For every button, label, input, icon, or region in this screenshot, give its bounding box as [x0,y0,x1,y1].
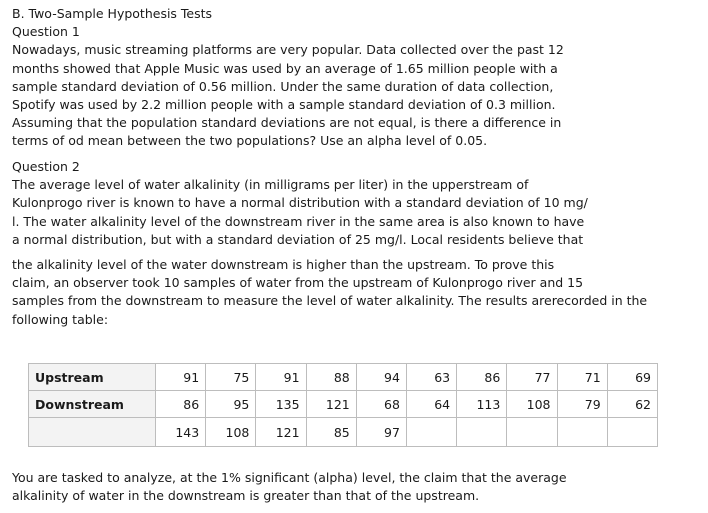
task-text-line: alkalinity of water in the downstream is greater than that of the upstream. [12,488,480,504]
table-cell: 69 [607,364,657,391]
table-cell [507,418,557,447]
question-2-heading: Question 2 [12,159,80,174]
question-2-text-line: l. The water alkalinity level of the downstream river in the same area is also known to have [12,213,585,229]
table-row-downstream [29,391,658,418]
task-instruction [12,469,652,505]
question-2-section [12,158,652,249]
alkalinity-table [28,363,658,447]
row-label: Upstream [29,364,156,391]
question-1-text-line: Assuming that the population standard deviations are not equal, is there a difference in [12,115,562,131]
table-cell: 68 [356,391,406,418]
table-cell: 121 [306,391,356,418]
table-cell: 91 [256,364,306,391]
table-cell: 94 [356,364,406,391]
question-2-text-line: following table: [12,311,109,327]
table-row-downstream-continued [29,418,658,447]
question-2-text-line: The average level of water alkalinity (in milligrams per liter) in the upperstream of [12,177,529,193]
table-cell: 108 [507,391,557,418]
table-cell: 77 [507,364,557,391]
question-1-text-line: sample standard deviation of 0.56 million. Under the same duration of data collection, [12,78,554,94]
table-cell: 75 [206,364,256,391]
table-cell [607,418,657,447]
table-cell: 86 [156,391,206,418]
table-cell: 62 [607,391,657,418]
table-cell: 63 [406,364,456,391]
task-text-line: You are tasked to analyze, at the 1% significant (alpha) level, the claim that the average [12,470,567,485]
question-2-text-line: the alkalinity level of the water downstream is higher than the upstream. To prove this [12,257,555,272]
row-label [29,418,156,447]
question-1-section [12,5,652,151]
table-cell: 113 [457,391,507,418]
table-cell: 97 [356,418,406,447]
table-cell: 85 [306,418,356,447]
table-cell: 95 [206,391,256,418]
question-1-text-line: months showed that Apple Music was used by an average of 1.65 million people with a [12,60,558,76]
row-label: Downstream [29,391,156,418]
table-cell [457,418,507,447]
table-cell: 86 [457,364,507,391]
table-cell [406,418,456,447]
table-cell: 64 [406,391,456,418]
table-cell: 143 [156,418,206,447]
table-cell [557,418,607,447]
table-cell: 135 [256,391,306,418]
section-heading: B. Two-Sample Hypothesis Tests [12,6,213,21]
question-2-continued [12,256,652,329]
question-2-text-line: Kulonprogo river is known to have a normal distribution with a standard deviation of 10 mg/ [12,195,588,211]
table-row-upstream [29,364,658,391]
question-2-text-line: claim, an observer took 10 samples of water from the upstream of Kulonprogo river and 15 [12,275,584,291]
question-1-text-line: terms of od mean between the two populations? Use an alpha level of 0.05. [12,133,488,149]
question-1-text-line: Nowadays, music streaming platforms are very popular. Data collected over the past 12 [12,42,564,58]
table-cell: 79 [557,391,607,418]
question-1-text-line: Spotify was used by 2.2 million people with a sample standard deviation of 0.3 million. [12,96,556,112]
question-2-text-line: samples from the downstream to measure the level of water alkalinity. The results arerecorded in the [12,293,648,309]
table-cell: 71 [557,364,607,391]
question-2-text-line: a normal distribution, but with a standard deviation of 25 mg/l. Local residents believe that [12,231,584,247]
table-cell: 108 [206,418,256,447]
question-1-heading: Question 1 [12,24,80,40]
table-cell: 88 [306,364,356,391]
table-cell: 91 [156,364,206,391]
table-cell: 121 [256,418,306,447]
